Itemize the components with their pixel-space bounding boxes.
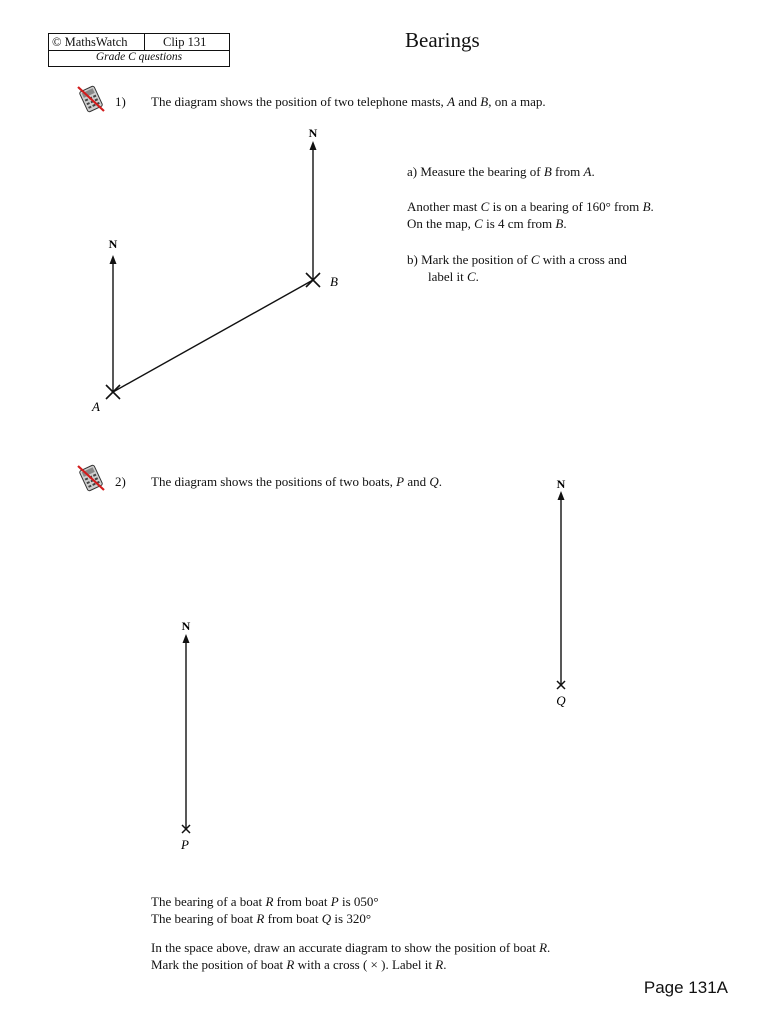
q2-intro: The diagram shows the positions of two boats, P and Q. bbox=[151, 474, 443, 489]
north-label-b: N bbox=[308, 126, 318, 140]
q1-part-b-line2: label it C. bbox=[428, 269, 479, 284]
brand-label: © MathsWatch bbox=[52, 35, 128, 49]
q2-line4: Mark the position of boat R with a cross ( × ). Label it R. bbox=[151, 957, 447, 972]
line-a-b bbox=[113, 280, 313, 392]
north-label-p: N bbox=[181, 619, 191, 633]
calculator-crossed-out-icon bbox=[74, 463, 108, 493]
north-arrow-p bbox=[183, 634, 190, 643]
q1-info-line2: On the map, C is 4 cm from B. bbox=[407, 216, 567, 231]
q1-intro: The diagram shows the position of two telephone masts, A and B, on a map. bbox=[151, 94, 546, 109]
label-a: A bbox=[92, 399, 100, 414]
clip-label: Clip 131 bbox=[163, 35, 207, 49]
q2-line3: In the space above, draw an accurate diagram to show the position of boat R. bbox=[151, 940, 551, 955]
north-label-q: N bbox=[556, 477, 566, 491]
north-arrow-q bbox=[558, 491, 565, 500]
q1-number: 1) bbox=[115, 94, 126, 109]
q2-line1: The bearing of a boat R from boat P is 050° bbox=[151, 894, 379, 909]
q1-part-b-line1: b) Mark the position of C with a cross and bbox=[407, 252, 627, 267]
label-b: B bbox=[330, 274, 338, 289]
q2-number: 2) bbox=[115, 474, 126, 489]
north-arrow-a bbox=[110, 255, 117, 264]
north-label-a: N bbox=[108, 237, 118, 251]
page-title: Bearings bbox=[405, 28, 480, 52]
label-q: Q bbox=[556, 693, 566, 708]
label-p: P bbox=[181, 837, 189, 852]
grade-label: Grade C questions bbox=[95, 51, 183, 63]
q1-part-a: a) Measure the bearing of B from A. bbox=[407, 164, 595, 179]
north-arrow-b bbox=[310, 141, 317, 150]
q1-info-line1: Another mast C is on a bearing of 160° from B. bbox=[407, 199, 654, 214]
q2-line2: The bearing of boat R from boat Q is 320° bbox=[151, 911, 372, 926]
page-number: Page 131A bbox=[643, 978, 728, 997]
